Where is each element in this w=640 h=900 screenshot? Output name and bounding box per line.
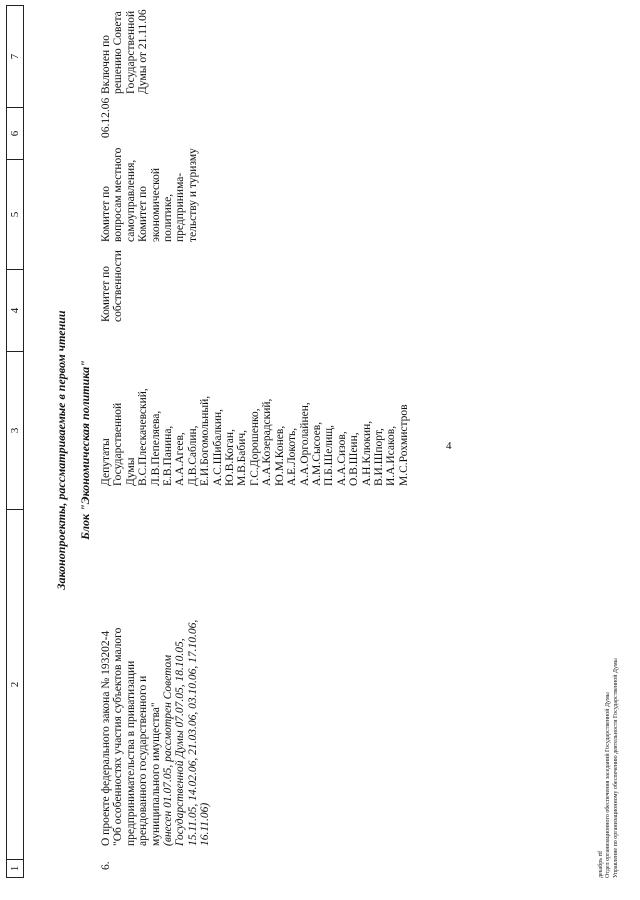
- section-title: Законопроекты, рассматриваемые в первом чтении: [54, 310, 68, 590]
- block-title: Блок "Экономическая политика": [78, 360, 92, 540]
- co-committee-line: самоуправления,: [124, 159, 137, 242]
- author-line: Ю.В.Коган,: [224, 429, 237, 486]
- author-line: О.В.Шеин,: [348, 432, 361, 486]
- co-committee-line: экономической: [149, 168, 162, 242]
- author-line: Государственной: [112, 402, 125, 486]
- author-line: А.Н.Клюкин,: [360, 420, 373, 486]
- decision-line: Включен по: [100, 35, 112, 94]
- author-line: В.И.Шпорт,: [372, 428, 385, 486]
- author-line: Г.С.Дорошенко,: [248, 408, 261, 486]
- header-cell-6: 6: [7, 108, 24, 160]
- author-line: В.С.Плескачевский,: [137, 388, 150, 486]
- author-line: А.А.Козерадский,: [261, 398, 274, 486]
- author-line: А.А.Сизов,: [335, 431, 348, 486]
- header-cell-7: 7: [7, 6, 24, 108]
- bill-authors: [100, 344, 410, 486]
- co-committee-line: Комитет по: [100, 186, 112, 242]
- header-cell-4: 4: [7, 270, 24, 352]
- header-cell-5: 5: [7, 160, 24, 270]
- description-note-line: (внесен 01.07.05, рассмотрен Советом: [162, 654, 175, 846]
- bill-description: [100, 514, 212, 846]
- author-line: А.А.Орголайнен,: [298, 402, 311, 486]
- author-line: Д.В.Саблин,: [186, 425, 199, 486]
- co-committee-line: тельству и туризму: [186, 148, 199, 242]
- description-note-line: Государственной Думы 07.07.05, 18.10.05,: [174, 638, 187, 846]
- footer-line: декабрь rtf: [598, 850, 604, 878]
- header-cell-1: 1: [7, 860, 24, 878]
- author-line: А.Е.Локоть,: [286, 427, 299, 486]
- description-line: арендованного государственного и: [137, 675, 150, 846]
- author-line: М.В.Бабич,: [236, 429, 249, 486]
- author-line: Думы: [124, 457, 137, 486]
- author-line: Ю.М.Конев,: [273, 425, 286, 486]
- co-executor-committees: [100, 122, 199, 242]
- author-line: А.А.Агеев,: [174, 432, 187, 486]
- document-footer: [598, 658, 620, 878]
- footer-line: Управление по организационному обеспечению деятельности Государственной Думы: [612, 658, 619, 878]
- author-line: Е.И.Богомольный,: [199, 395, 212, 486]
- description-line: "Об особенностях участия субъектов малого: [112, 627, 125, 846]
- author-line: П.Б.Шелищ,: [323, 425, 336, 486]
- responsible-committee: [100, 242, 125, 322]
- decision-line: решению Совета: [112, 11, 125, 94]
- description-note-line: 16.11.06): [199, 802, 212, 846]
- co-committee-line: предпринима-: [174, 172, 187, 242]
- author-line: А.М.Сысоев,: [310, 421, 323, 486]
- column-number-header: [6, 5, 24, 878]
- description-line: предпринимательства в приватизации: [124, 660, 137, 846]
- header-cell-3: 3: [7, 352, 24, 510]
- description-note-line: 15.11.05, 14.02.06, 21.03.06, 03.10.06, 17.10.06,: [186, 619, 199, 846]
- author-line: Л.В.Пепеляева,: [149, 410, 162, 486]
- co-committee-line: политике,: [162, 193, 175, 242]
- author-line: И.А.Исаков,: [385, 425, 398, 486]
- committee-line: Комитет по: [100, 266, 112, 322]
- author-line: А.С.Шибалкин,: [211, 408, 224, 486]
- author-line: Депутаты: [100, 438, 112, 486]
- description-line: О проекте федерального закона № 193202-4: [100, 630, 112, 846]
- council-decision: [100, 6, 150, 94]
- co-committee-line: Комитет по: [137, 186, 150, 242]
- description-line: муниципального имущества": [149, 702, 162, 846]
- author-line: М.С.Рохмистров: [397, 404, 410, 486]
- header-cell-2: 2: [7, 510, 24, 860]
- committee-line: собственности: [112, 250, 125, 322]
- row-number: 6.: [100, 861, 112, 870]
- decision-line: Думы от 21.11.06: [137, 9, 150, 94]
- page-number: 4: [446, 440, 452, 452]
- decision-line: Государственной: [124, 10, 137, 94]
- author-line: Е.В.Панина,: [162, 425, 175, 486]
- co-committee-line: вопросам местного: [112, 147, 125, 242]
- review-date: 06.12.06: [100, 97, 112, 138]
- footer-line: Отдел организационного обеспечения заседаний Государственной Думы: [605, 692, 612, 878]
